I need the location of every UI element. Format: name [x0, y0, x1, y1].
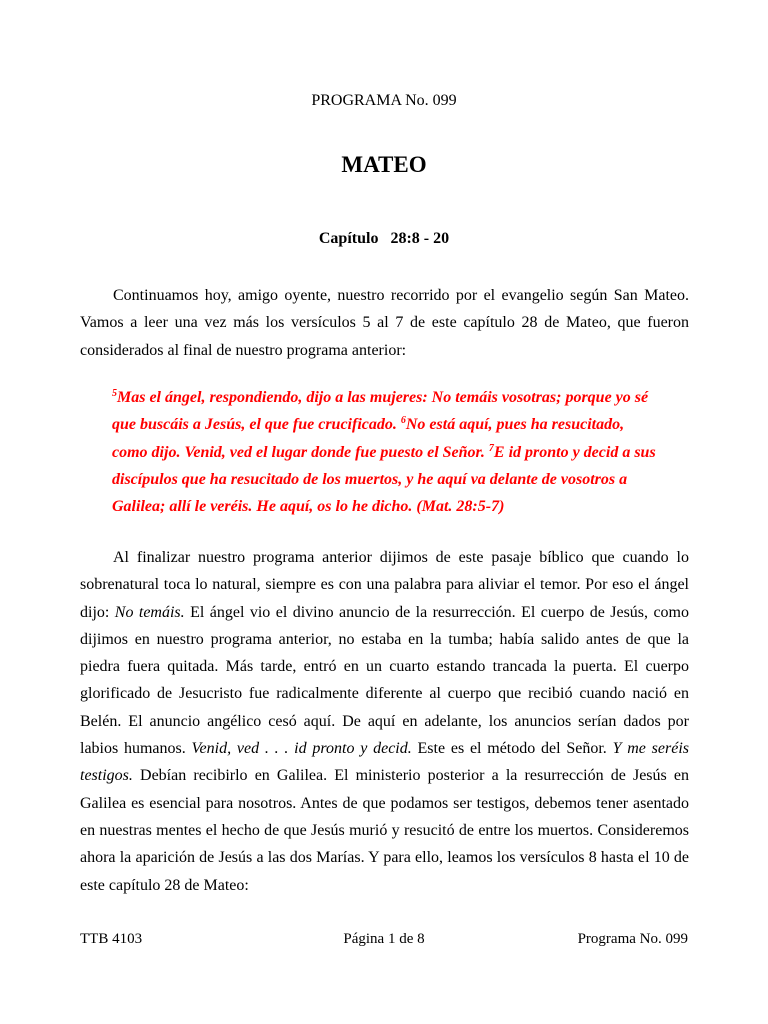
commentary-text-1: Al finalizar nuestro programa anterior dijimos de este pasaje bíblico que cuando lo sobrenatural toca lo natural, siempre es con una palabra para aliviar el temor. Por eso el ángel dijo: — [80, 549, 689, 621]
commentary-text-2: El ángel vio el divino anuncio de la resurrección. El cuerpo de Jesús, como dijimos en nuestro programa anterior, no estaba en la tumba; había salido antes de que la piedra fuera quitada. Más tarde, entró en un cuarto estando trancada la puerta. El cuerpo glorificado de Jesucristo fue radicalmente diferente al cuerpo que recibió cuando nació en Belén. El anuncio angélico cesó aquí. De aquí en adelante, los anuncios serían dados por labios humanos. — [80, 603, 690, 758]
verse-5-text: Mas el ángel, respondiendo, dijo a las mujeres: No temáis vosotras; porque yo sé que buscáis a Jesús, el que fue crucificado. — [112, 389, 649, 434]
book-title: MATEO — [341, 152, 427, 177]
commentary-text-4: Debían recibirlo en Galilea. El ministerio posterior a la resurrección de Jesús en Galilea es esencial para nosotros. Antes de que podamos ser testigos, debemos tener asentado en nuestras mentes el hecho de que Jesús murió y resucitó de entre los muertos. Consideremos ahora la aparición de Jesús a las dos Marías. Y para ello, leamos los versículos 8 hasta el 10 de este capítulo 28 de Mateo: — [80, 767, 689, 894]
intro-paragraph: Continuamos hoy, amigo oyente, nuestro recorrido por el evangelio según San Mateo. Vamos a leer una vez más los versículos 5 al 7 de este capítulo 28 de Mateo, que fueron considerados al final de nuestro programa anterior: — [80, 287, 689, 359]
footer-code: TTB 4103 — [80, 931, 143, 947]
commentary-text-3: Este es el método del Señor. — [411, 740, 613, 758]
commentary-quote-1: No temáis. — [114, 603, 185, 621]
chapter-heading: Capítulo 28:8 - 20 — [318, 230, 450, 247]
verse-7-text: E id pronto y decid a sus discípulos que ha resucitado de los muertos, y he aquí va delante de vosotros a Galilea; allí le veréis. He aquí, os lo he dicho. (Mat. 28:5-7) — [112, 443, 656, 516]
footer-program: Programa No. 099 — [577, 931, 688, 947]
commentary-quote-2: Venid, ved . . . id pronto y decid. — [191, 740, 412, 758]
verse-number-7: 7 — [488, 442, 494, 454]
footer-page-number: Página 1 de 8 — [343, 931, 425, 947]
verse-number-6: 6 — [400, 415, 406, 427]
verse-number-5: 5 — [112, 388, 117, 399]
commentary-quote-3: Y me seréis testigos. — [80, 740, 689, 785]
commentary-paragraph — [80, 544, 689, 899]
scripture-quote — [112, 384, 658, 520]
verse-6-text: No está aquí, pues ha resucitado, como dijo. Venid, ved el lugar donde fue puesto el Señor. — [112, 416, 625, 461]
program-number-heading: PROGRAMA No. 099 — [311, 92, 457, 109]
